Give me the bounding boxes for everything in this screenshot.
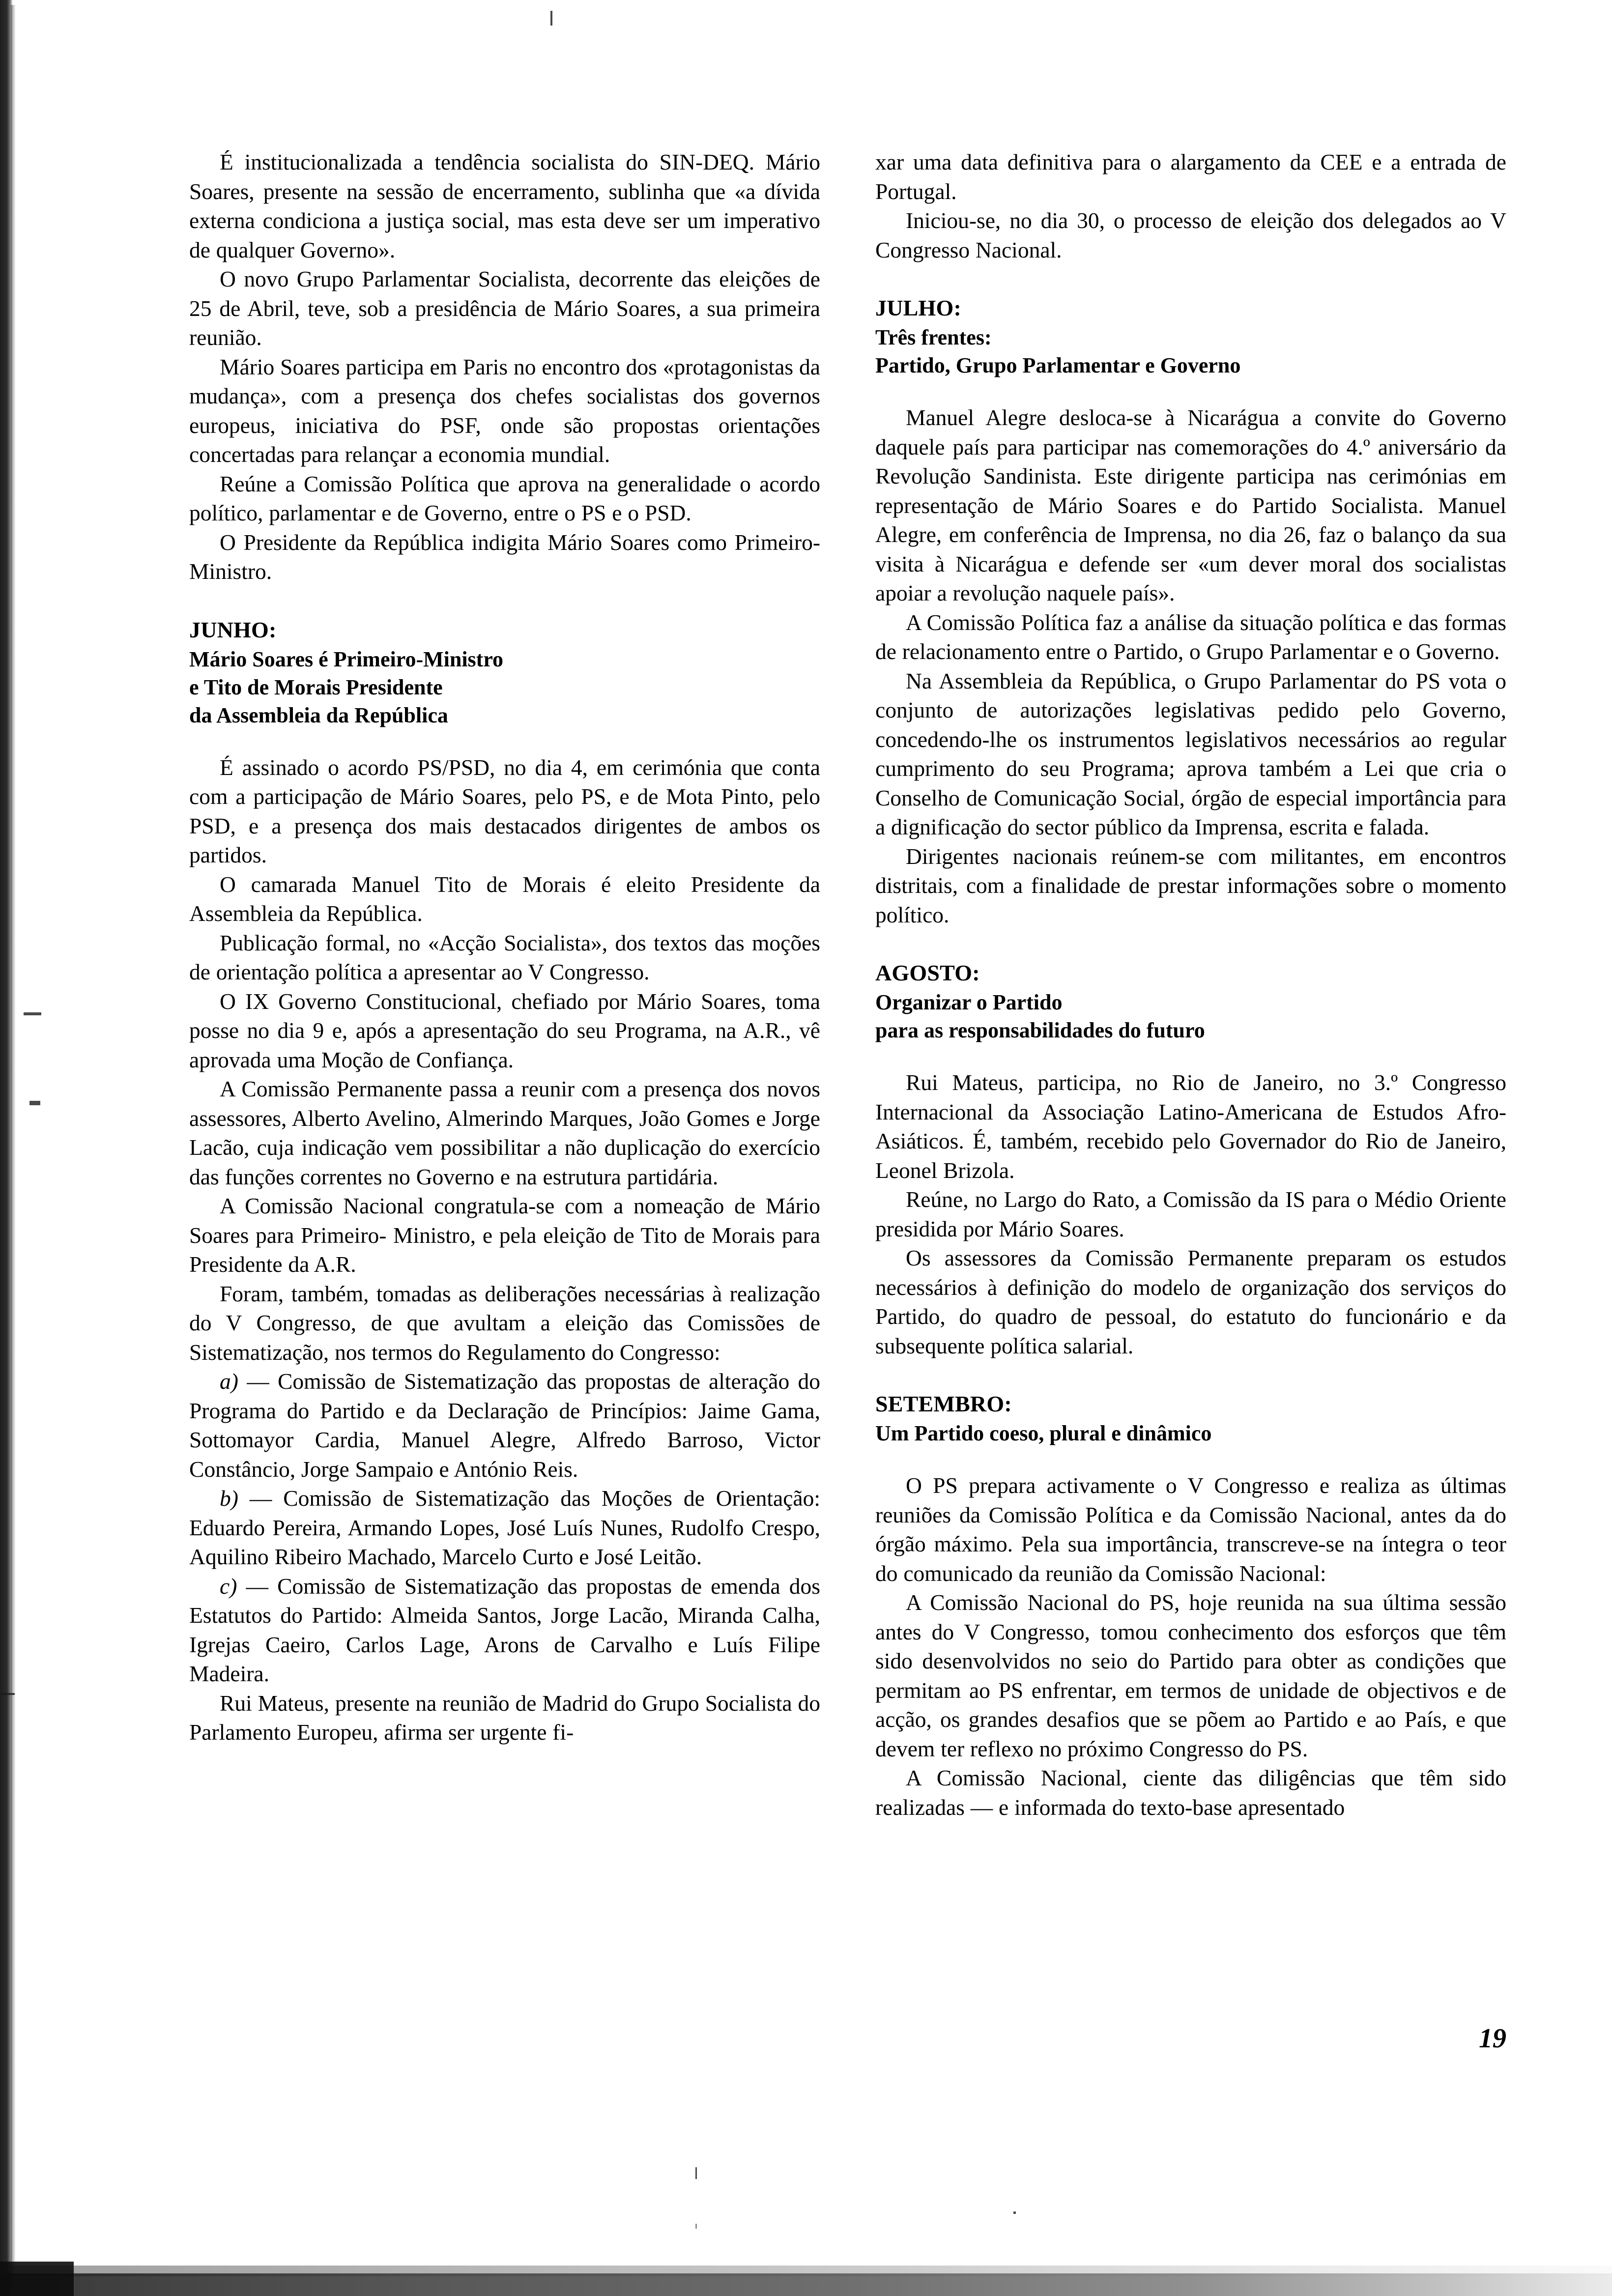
scan-speck: [695, 2167, 697, 2179]
para-indigitacao: O Presidente da República indigita Mário Soares como Primeiro-Ministro.: [189, 529, 820, 584]
para-comissao-nacional-congratula: A Comissão Nacional congratula-se com a nomeação de Mário Soares para Primeiro- Ministro, e pela eleição de Tito de Morais para Presidente da A.R.: [189, 1193, 820, 1277]
para-tito-morais-eleito: O camarada Manuel Tito de Morais é eleito Presidente da Assembleia da República.: [189, 871, 820, 926]
subheading-junho-line: Mário Soares é Primeiro-Ministro: [189, 647, 504, 671]
month-heading-junho: JUNHO:: [189, 617, 277, 642]
para-manuel-alegre-nicaragua: Manuel Alegre desloca-se à Nicarágua a convite do Governo daquele país para participar nas comemorações do 4.º aniversário da Revolução Sandinista. Este dirigente participa nas cerimónias em representação de Mário Soares e do Partido Socialista. Manuel Alegre, em conferência de Imprensa, no dia 26, faz o balanço da sua visita à Nicarágua e defende ser «um dever moral dos socialistas apoiar a revolução naquele país».: [875, 405, 1506, 605]
list-item-a-text: — Comissão de Sistematização das propostas de alteração do Programa do Partido e da Declaração de Princípios: Jaime Gama, Sottomayor Cardia, Manuel Alegre, Alfredo Barroso, Victor Constâncio, Jorge Sampaio e António Reis.: [189, 1369, 820, 1482]
para-rui-mateus-rio: Rui Mateus, participa, no Rio de Janeiro, no 3.º Congresso Internacional da Associação Latino-Americana de Estudos Afro-Asiáticos. É, também, recebido pelo Governador do Rio de Janeiro, Leonel Brizola.: [875, 1070, 1506, 1183]
para-largo-do-rato-is: Reúne, no Largo do Rato, a Comissão da IS para o Médio Oriente presidida por Mário Soares.: [875, 1187, 1506, 1241]
list-item-c: [189, 1572, 820, 1689]
para-dirigentes-militantes: Dirigentes nacionais reúnem-se com militantes, em encontros distritais, com a finalidade de prestar informações sobre o momento político.: [875, 843, 1506, 927]
list-item-a: [189, 1367, 820, 1484]
month-heading-julho: JULHO:: [875, 295, 961, 320]
section-spacer: [875, 1360, 1506, 1389]
two-column-text-body: [189, 147, 1506, 1822]
para-comissao-politica-analise: A Comissão Política faz a análise da situação política e das formas de relacionamento entre o Partido, o Grupo Parlamentar e o Governo.: [875, 609, 1506, 664]
para-comissao-permanente-assessores: A Comissão Permanente passa a reunir com a presença dos novos assessores, Alberto Avelino, Almerindo Marques, João Gomes e Jorge Lacão, cuja indicação vem possibilitar a não duplicação do exercício das funções correntes no Governo e na estrutura partidária.: [189, 1076, 820, 1189]
para-publicacao-accao-socialista: Publicação formal, no «Acção Socialista», dos textos das moções de orientação política a apresentar ao V Congresso.: [189, 930, 820, 984]
para-rui-mateus-madrid: Rui Mateus, presente na reunião de Madrid do Grupo Socialista do Parlamento Europeu, afirma ser urgente fi-: [189, 1690, 820, 1745]
list-item-a-marker: a): [220, 1369, 238, 1394]
subheading-julho-line: Três frentes:: [875, 325, 992, 349]
para-comissao-nacional-diligencias: A Comissão Nacional, ciente das diligências que têm sido realizadas — e informada do texto-base apresentado: [875, 1765, 1506, 1820]
page-number: 19: [1479, 2023, 1506, 2054]
scan-speck: [29, 1101, 40, 1105]
scan-edge-artifact-bottom: [0, 2273, 1612, 2296]
subheading-agosto-line: para as responsabilidades do futuro: [875, 1018, 1205, 1042]
month-heading-agosto: AGOSTO:: [875, 960, 980, 985]
subheading-agosto-line: Organizar o Partido: [875, 990, 1063, 1014]
subheading-junho-line: da Assembleia da República: [189, 703, 448, 727]
subheading-setembro: [875, 1419, 1506, 1447]
list-item-b: [189, 1484, 820, 1572]
subheading-agosto: [875, 988, 1506, 1044]
scan-speck: [1013, 2211, 1016, 2214]
list-item-c-text: — Comissão de Sistematização das propostas de emenda dos Estatutos do Partido: Almeida Santos, Jorge Lacão, Miranda Calha, Igrejas Caeiro, Carlos Lage, Arons de Carvalho e Luís Filipe Madeira.: [189, 1573, 820, 1686]
list-item-c-marker: c): [220, 1573, 237, 1599]
section-spacer: [875, 264, 1506, 293]
scan-speck: [24, 1012, 41, 1015]
para-comissao-politica-acordo: Reúne a Comissão Política que aprova na generalidade o acordo político, parlamentar e de Governo, entre o PS e o PSD.: [189, 471, 820, 525]
para-comissao-nacional-ultima-sessao: A Comissão Nacional do PS, hoje reunida na sua última sessão antes do V Congresso, tomou conhecimento dos esforços que têm sido desenvolvidos no seio do Partido para obter as condições que permitam ao PS enfrentar, em termos de unidade de objectivos e de acção, os grandes desafios que se põem ao Partido e ao País, e que devem ter reflexo no próximo Congresso do PS.: [875, 1590, 1506, 1761]
scan-edge-artifact-left-soft: [11, 5, 16, 2285]
section-spacer: [189, 586, 820, 615]
para-cee-continuacao: xar uma data definitiva para o alargamento da CEE e a entrada de Portugal.: [875, 149, 1506, 204]
left-text-column: [189, 147, 820, 1822]
subheading-julho: [875, 323, 1506, 379]
list-item-b-marker: b): [220, 1486, 238, 1511]
subheading-julho-line: Partido, Grupo Parlamentar e Governo: [875, 353, 1241, 377]
scan-speck: [550, 11, 552, 26]
subheading-junho-line: e Tito de Morais Presidente: [189, 675, 443, 699]
subheading-setembro-line: Um Partido coeso, plural e dinâmico: [875, 1421, 1212, 1445]
para-acordo-ps-psd: É assinado o acordo PS/PSD, no dia 4, em cerimónia que conta com a participação de Mário Soares, pelo PS, e de Mota Pinto, pelo PSD, e a presença dos mais destacados dirigentes de ambos os partidos.: [189, 754, 820, 867]
para-ix-governo: O IX Governo Constitucional, chefiado por Mário Soares, toma posse no dia 9 e, após a apresentação do seu Programa, na A.R., vê aprovada uma Moção de Confiança.: [189, 988, 820, 1072]
subheading-junho: [189, 645, 820, 729]
para-deliberacoes-congresso: Foram, também, tomadas as deliberações necessárias à realização do V Congresso, de que avultam a eleição das Comissões de Sistematização, nos termos do Regulamento do Congresso:: [189, 1281, 820, 1365]
section-spacer: [875, 379, 1506, 403]
para-sindeq: É institucionalizada a tendência socialista do SIN-DEQ. Mário Soares, presente na sessão de encerramento, sublinha que «a dívida externa condiciona a justiça social, mas esta deve ser um imperativo de qualquer Governo».: [189, 149, 820, 262]
right-text-column: [875, 147, 1506, 1822]
month-heading-setembro: SETEMBRO:: [875, 1391, 1012, 1416]
para-paris-protagonistas: Mário Soares participa em Paris no encontro dos «protagonistas da mudança», com a presença dos chefes socialistas dos governos europeus, iniciativa do PSF, onde são propostas orientações concertadas para relançar a economia mundial.: [189, 354, 820, 467]
para-eleicao-delegados: Iniciou-se, no dia 30, o processo de eleição dos delegados ao V Congresso Nacional.: [875, 208, 1506, 262]
section-spacer: [875, 929, 1506, 958]
para-assembleia-autorizacoes: Na Assembleia da República, o Grupo Parlamentar do PS vota o conjunto de autorizações legislativas pedido pelo Governo, concedendo-lhe os instrumentos legislativos necessários ao regular cumprimento do seu Programa; aprova também a Lei que cria o Conselho de Comunicação Social, órgão de especial importância para a dignificação do sector público da Imprensa, escrita e falada.: [875, 668, 1506, 839]
section-spacer: [875, 1447, 1506, 1471]
list-item-b-text: — Comissão de Sistematização das Moções de Orientação: Eduardo Pereira, Armando Lopes, José Luís Nunes, Rudolfo Crespo, Aquilino Ribeiro Machado, Marcelo Curto e José Leitão.: [189, 1486, 820, 1569]
para-assessores-estudos: Os assessores da Comissão Permanente preparam os estudos necessários à definição do modelo de organização dos serviços do Partido, do quadro de pessoal, do estatuto do funcionário e da subsequente política salarial.: [875, 1245, 1506, 1358]
section-spacer: [875, 1044, 1506, 1068]
scan-edge-artifact-corner: [0, 2262, 74, 2296]
para-grupo-parlamentar: O novo Grupo Parlamentar Socialista, decorrente das eleições de 25 de Abril, teve, sob a presidência de Mário Soares, a sua primeira reunião.: [189, 266, 820, 350]
scan-speck: [695, 2224, 697, 2229]
para-ps-prepara-congresso: O PS prepara activamente o V Congresso e realiza as últimas reuniões da Comissão Política e da Comissão Nacional, antes da do órgão máximo. Pela sua importância, transcreve-se na íntegra o teor do comunicado da reunião da Comissão Nacional:: [875, 1473, 1506, 1586]
section-spacer: [189, 729, 820, 753]
scan-speck: [0, 1693, 15, 1695]
